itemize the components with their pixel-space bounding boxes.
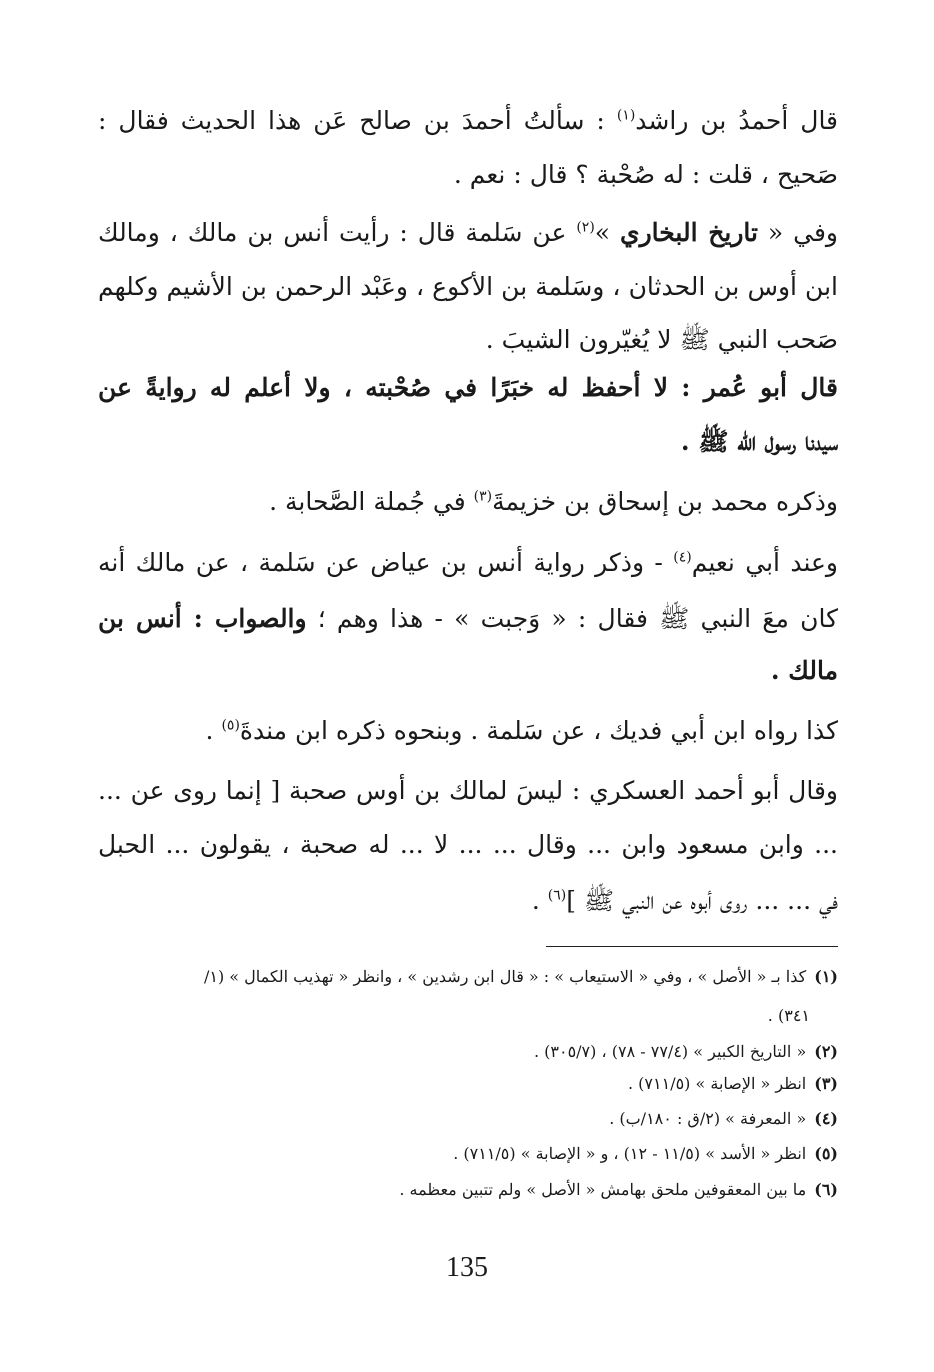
footnote-text: « التاريخ الكبير » (٧٧/٤ - ٧٨) ، (٣٠٥/٧) . (533, 1042, 807, 1061)
body-line-3 (98, 211, 838, 255)
body-line-11: مالك . (770, 656, 838, 685)
footnote-1 (98, 964, 838, 990)
footnote-1-continued: ٣٤١) . (767, 1006, 810, 1025)
text-run: في جُملة الصَّحابة . (269, 487, 474, 516)
text-run: - وذكر رواية أنس بن عياض عن سَلمة ، عن مالك أنه (98, 548, 674, 577)
body-line-2: صَحيح ، قلت : له صُحْبة ؟ قال : نعم . (453, 160, 838, 189)
footnote-5 (98, 1141, 838, 1167)
footnote-text: ما بين المعقوفين ملحق بهامش « الأصل » ولم تتبين معظمه . (399, 1180, 807, 1199)
footnote-number: (٥) (814, 1144, 838, 1163)
text-run: . (205, 716, 222, 745)
footnote-ref-5: (٥) (221, 717, 240, 734)
text-run: قال أحمدُ بن راشد (635, 106, 838, 135)
body-line-13: وقال أبو أحمد العسكري : ليسَ لمالك بن أوس صحبة [ إنما روى عن ... (98, 776, 838, 805)
footnote-2 (98, 1039, 838, 1065)
footnote-number: (٤) (814, 1109, 838, 1128)
footnote-ref-3: (٣) (473, 488, 493, 505)
footnote-ref-2: (٢) (576, 219, 595, 236)
text-run: وعند أبي نعيم (691, 548, 838, 577)
body-line-14: ... وابن مسعود وابن ... وقال ... ... لا ... له صحبة ، يقولون ... الحبل (98, 830, 838, 859)
body-line-4: ابن أوس بن الحدثان ، وسَلمة بن الأكوع ، وعَبْد الرحمن بن الأشيم وكلهم (98, 272, 838, 301)
footnote-number: (٦) (814, 1180, 838, 1199)
text-run: وفي « (757, 218, 838, 247)
text-run: كان معَ النبي ﷺ فقال : « وَجبت » - هذا وهم ؛ (306, 604, 838, 633)
bold-book-title: تاريخ البخاري (620, 218, 758, 247)
body-line-9 (98, 541, 838, 585)
footnote-ref-4: (٤) (673, 549, 692, 566)
footnote-4 (98, 1106, 838, 1132)
bold-correction: والصواب : أنس بن (98, 604, 307, 633)
footnote-number: (٢) (814, 1042, 838, 1061)
footnote-text: انظر « الأسد » (١١/٥ - ١٢) ، و « الإصابة » (٧١١/٥) . (453, 1144, 807, 1163)
text-run: وذكره محمد بن إسحاق بن خزيمةَ (492, 487, 838, 516)
footnote-number: (٣) (814, 1074, 838, 1093)
body-line-6: قال أبو عُمر : لا أحفظ له خبَرًا في صُحْبته ، ولا أعلم له روايةً عن (98, 373, 838, 402)
text-run: عن سَلمة قال : رأيت أنس بن مالك ، ومالك (98, 218, 577, 247)
footnote-3 (98, 1071, 838, 1097)
body-line-7: سيدنا رسول الله ﷺ . (680, 427, 838, 456)
footnote-text: انظر « الإصابة » (٧١١/٥) . (627, 1074, 807, 1093)
page-number: 135 (446, 1252, 488, 1283)
text-run: كذا رواه ابن أبي فديك ، عن سَلمة . وبنحوه ذكره ابن مندةَ (239, 716, 838, 745)
footnote-text: « المعرفة » (٢/ق : ١٨٠/ب) . (609, 1109, 807, 1128)
body-line-10 (98, 597, 838, 641)
text-run: في ... ... روى أبوه عن النبي ﷺ ] (566, 886, 838, 915)
footnote-ref-6: (٦) (547, 887, 567, 904)
body-line-5: صَحب النبي ﷺ لا يُغيّرون الشيبَ . (485, 325, 838, 354)
footnote-number: (١) (814, 967, 838, 986)
text-run: : سألتُ أحمدَ بن صالح عَن هذا الحديث فقال : (98, 106, 617, 135)
footnote-separator (546, 946, 838, 947)
body-line-15 (98, 879, 838, 923)
text-run: » (594, 218, 621, 247)
footnote-ref-1: (١) (616, 107, 636, 124)
footnote-text: كذا بـ « الأصل » ، وفي « الاستيعاب » : « قال ابن رشدين » ، وانظر « تهذيب الكمال » (١/ (203, 967, 807, 986)
body-line-8 (98, 480, 838, 524)
text-run: . (531, 886, 548, 915)
footnote-6 (98, 1177, 838, 1203)
body-line-12 (98, 709, 838, 753)
body-line-1 (98, 99, 838, 143)
